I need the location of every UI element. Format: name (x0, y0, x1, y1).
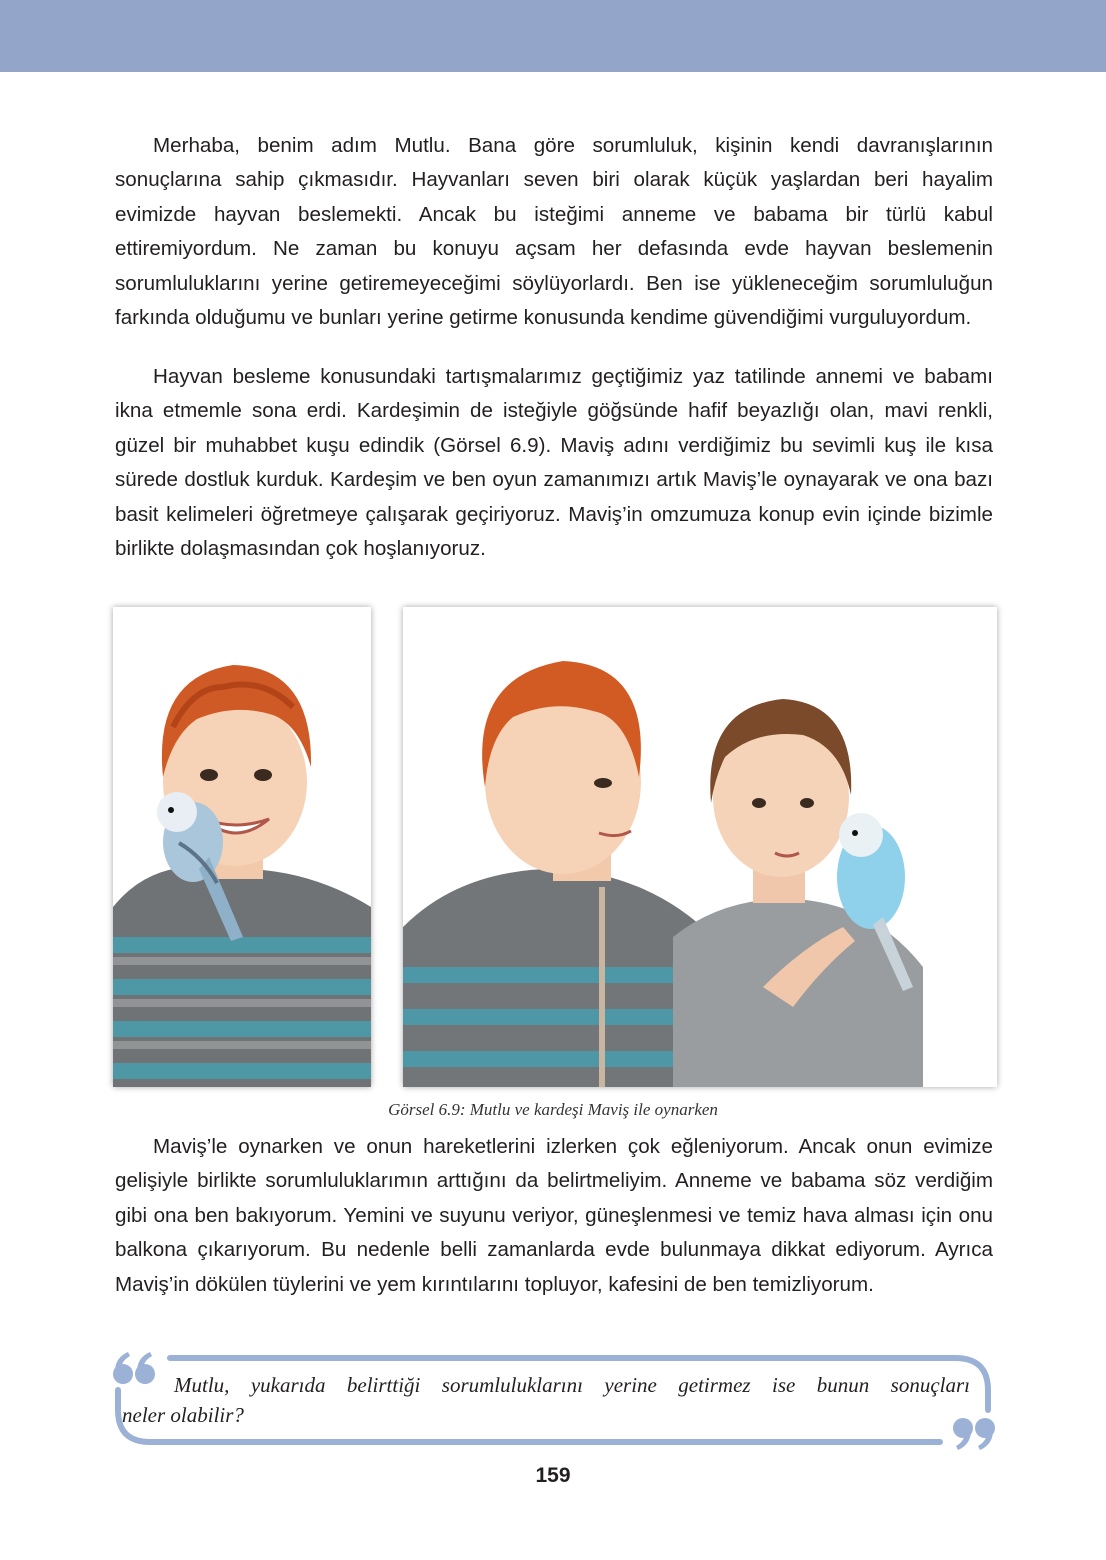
photo-boy-with-budgie (113, 607, 371, 1087)
paragraph-3: Maviş’le oynarken ve onun hareketlerini izlerken çok eğleniyorum. Ancak onun evimize gelişiyle birlikte sorumluluklarımın arttığını da belirtmeliyim. Anneme ve babama söz verdiğim gibi ona ben bakıyorum. Yemini ve suyunu veriyor, güneşlenmesi ve temiz hava alması için onu balkona çıkarıyorum. Bu nedenle belli zamanlarda evde bulunmaya dikkat ediyorum. Ayrıca Maviş’in dökülen tüylerini ve yem kırıntılarını topluyor, kafesini de ben temizliyorum. (115, 1135, 993, 1296)
question-text (122, 1370, 970, 1430)
paragraph-1: Merhaba, benim adım Mutlu. Bana göre sorumluluk, kişinin kendi davranışlarının sonuçlarına sahip çıkmasıdır. Hayvanları seven biri olarak küçük yaşlardan beri hayalim evimizde hayvan beslemekti. Ancak bu isteğimi anneme ve babama bir türlü kabul ettiremiyordum. Ne zaman bu konuyu açsam her defasında evde hayvan beslemenin sorumluluklarını yerine getiremeyeceğimi söylüyorlardı. Ben ise yükleneceğim sorumluluğun farkında olduğumu ve bunları yerine getirme konusunda kendime güvendiğimi vurguluyordum. (115, 134, 993, 330)
question-line-1: Mutlu, yukarıda belirttiği sorumluluklarını yerine getirmez ise bunun sonuçları (174, 1373, 970, 1397)
paragraph-2: Hayvan besleme konusundaki tartışmalarımız geçtiğimiz yaz tatilinde annemi ve babamı ikna etmemle sona erdi. Kardeşimin de isteğiyle göğsünde hafif beyazlığı olan, mavi renkli, güzel bir muhabbet kuşu edindik (Görsel 6.9). Maviş adını verdiğimiz bu sevimli kuş ile kısa sürede dostluk kurduk. Kardeşim ve ben oyun zamanımızı artık Maviş’le oynayarak ve ona bazı basit kelimeleri öğretmeye çalışarak geçiriyoruz. Maviş’in omzumuza konup evin içinde bizimle birlikte dolaşmasından çok hoşlanıyoruz. (115, 365, 993, 561)
photo-two-boys-with-budgie (403, 607, 997, 1087)
figure-caption: Görsel 6.9: Mutlu ve kardeşi Maviş ile oynarken (388, 1100, 718, 1119)
page-number: 159 (535, 1464, 571, 1487)
open-quote-icon (112, 1350, 158, 1386)
question-line-2: neler olabilir? (122, 1403, 244, 1427)
header-band (0, 0, 1106, 72)
